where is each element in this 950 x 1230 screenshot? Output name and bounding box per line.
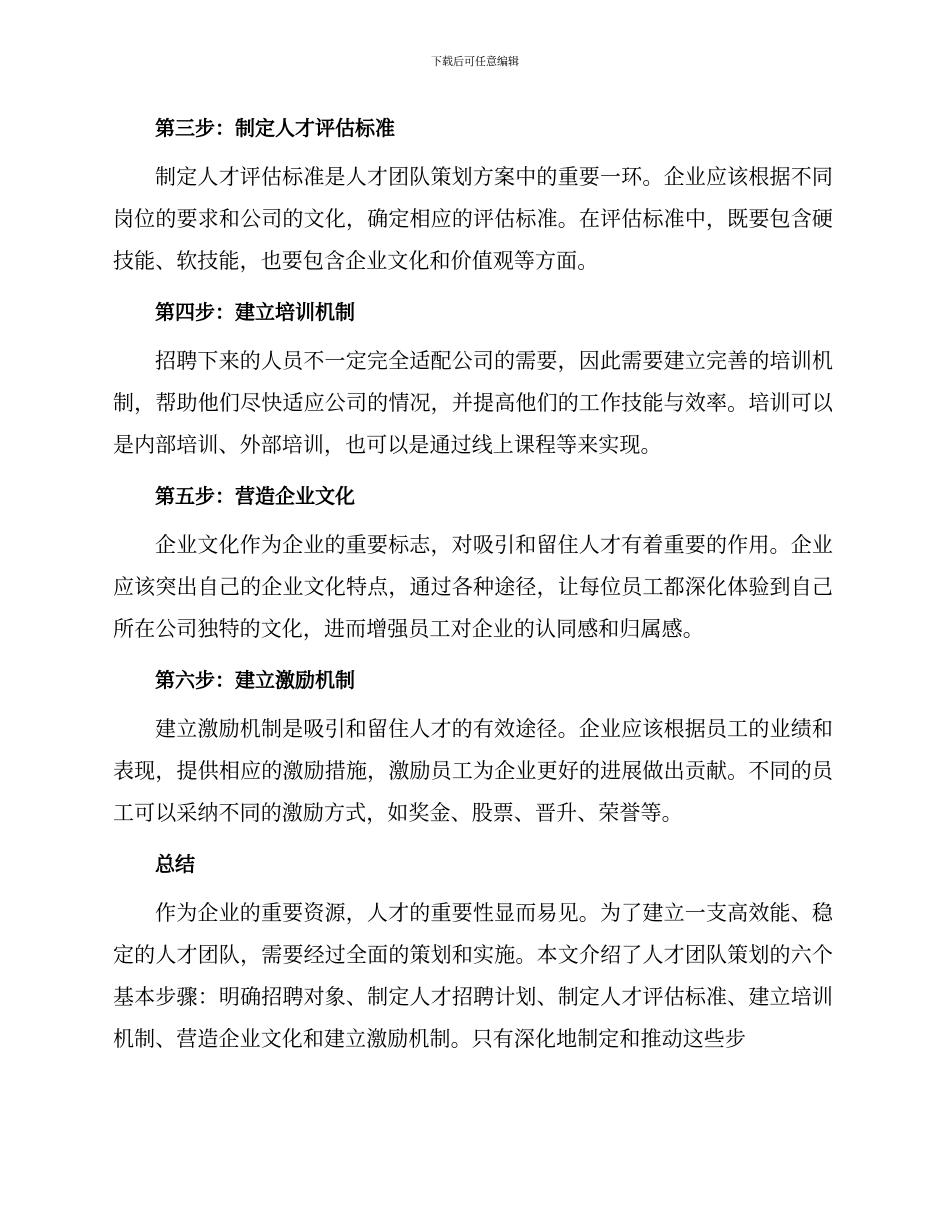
page-header: 下载后可任意编辑 <box>431 55 519 68</box>
section-step-5 <box>113 476 833 650</box>
section-paragraph: 招聘下来的人员不一定完全适配公司的需要，因此需要建立完善的培训机制，帮助他们尽快适应公司的情况，并提高他们的工作技能与效率。培训可以是内部培训、外部培训，也可以是通过线上课程等来实现。 <box>113 349 833 457</box>
section-heading: 第六步：建立激励机制 <box>155 668 355 692</box>
section-heading: 第四步：建立培训机制 <box>155 300 355 324</box>
section-heading: 总结 <box>155 852 195 876</box>
section-paragraph: 建立激励机制是吸引和留住人才的有效途径。企业应该根据员工的业绩和表现，提供相应的激励措施，激励员工为企业更好的进展做出贡献。不同的员工可以采纳不同的激励方式，如奖金、股票、晋升、荣誉等。 <box>113 717 833 825</box>
section-summary <box>113 844 833 1060</box>
section-step-3 <box>113 108 833 282</box>
document-body <box>113 108 833 1070</box>
section-step-4 <box>113 292 833 466</box>
section-step-6 <box>113 660 833 834</box>
section-paragraph: 企业文化作为企业的重要标志，对吸引和留住人才有着重要的作用。企业应该突出自己的企业文化特点，通过各种途径，让每位员工都深化体验到自己所在公司独特的文化，进而增强员工对企业的认同感和归属感。 <box>113 533 833 641</box>
section-heading: 第三步：制定人才评估标准 <box>155 116 395 140</box>
section-heading: 第五步：营造企业文化 <box>155 484 355 508</box>
section-paragraph: 作为企业的重要资源，人才的重要性显而易见。为了建立一支高效能、稳定的人才团队，需要经过全面的策划和实施。本文介绍了人才团队策划的六个基本步骤：明确招聘对象、制定人才招聘计划、制定人才评估标准、建立培训机制、营造企业文化和建立激励机制。只有深化地制定和推动这些步 <box>113 901 833 1051</box>
section-paragraph: 制定人才评估标准是人才团队策划方案中的重要一环。企业应该根据不同岗位的要求和公司的文化，确定相应的评估标准。在评估标准中，既要包含硬技能、软技能，也要包含企业文化和价值观等方面。 <box>113 165 833 273</box>
